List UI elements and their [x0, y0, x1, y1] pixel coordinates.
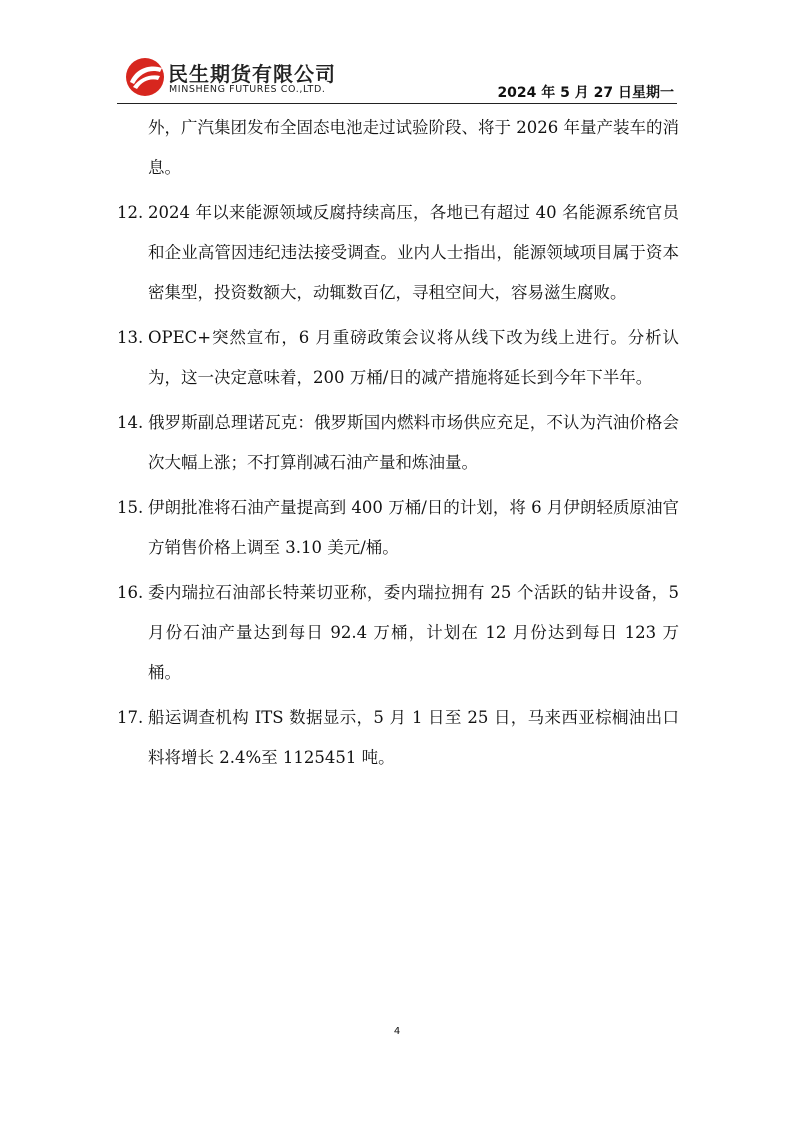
list-item — [117, 403, 679, 483]
header-divider — [117, 103, 677, 104]
company-logo — [124, 56, 374, 100]
news-list — [117, 108, 679, 783]
list-item — [117, 193, 679, 313]
list-item-text: 2024 年以来能源领域反腐持续高压，各地已有超过 40 名能源系统官员和企业高管因违纪违法接受调查。业内人士指出，能源领域项目属于资本密集型，投资数额大，动辄数百亿，寻租空间大，容易滋生腐败。 — [148, 203, 679, 302]
list-item-text: 俄罗斯副总理诺瓦克：俄罗斯国内燃料市场供应充足，不认为汽油价格会次大幅上涨；不打算削减石油产量和炼油量。 — [148, 413, 679, 472]
list-item-text: 伊朗批准将石油产量提高到 400 万桶/日的计划，将 6 月伊朗轻质原油官方销售价格上调至 3.10 美元/桶。 — [148, 498, 679, 557]
list-item — [117, 318, 679, 398]
page-header — [0, 0, 794, 104]
list-item-number: 12. — [117, 203, 144, 222]
list-item-number: 14. — [117, 413, 144, 432]
minsheng-logo-icon — [124, 56, 166, 98]
continuation-paragraph — [117, 108, 679, 188]
list-item-text: OPEC+突然宣布，6 月重磅政策会议将从线下改为线上进行。分析认为，这一决定意味着，200 万桶/日的减产措施将延长到今年下半年。 — [148, 328, 679, 387]
list-item — [117, 698, 679, 778]
list-item-text: 船运调查机构 ITS 数据显示，5 月 1 日至 25 日，马来西亚棕榈油出口料将增长 2.4%至 1125451 吨。 — [148, 708, 679, 767]
page-number: 4 — [393, 1026, 401, 1037]
list-item-number: 16. — [117, 583, 144, 602]
list-item-text: 委内瑞拉石油部长特莱切亚称，委内瑞拉拥有 25 个活跃的钻井设备，5 月份石油产量达到每日 92.4 万桶，计划在 12 月份达到每日 123 万桶。 — [148, 583, 679, 682]
list-item — [117, 573, 679, 693]
list-item-number: 13. — [117, 328, 144, 347]
list-item — [117, 488, 679, 568]
company-name-cn: 民生期货有限公司 — [168, 62, 336, 86]
list-item-number: 17. — [117, 708, 144, 727]
company-name-en: MINSHENG FUTURES CO.,LTD. — [169, 84, 326, 95]
continuation-text: 外，广汽集团发布全固态电池走过试验阶段、将于 2026 年量产装车的消息。 — [148, 118, 679, 177]
header-date: 2024 年 5 月 27 日星期一 — [497, 85, 674, 101]
list-item-number: 15. — [117, 498, 144, 517]
